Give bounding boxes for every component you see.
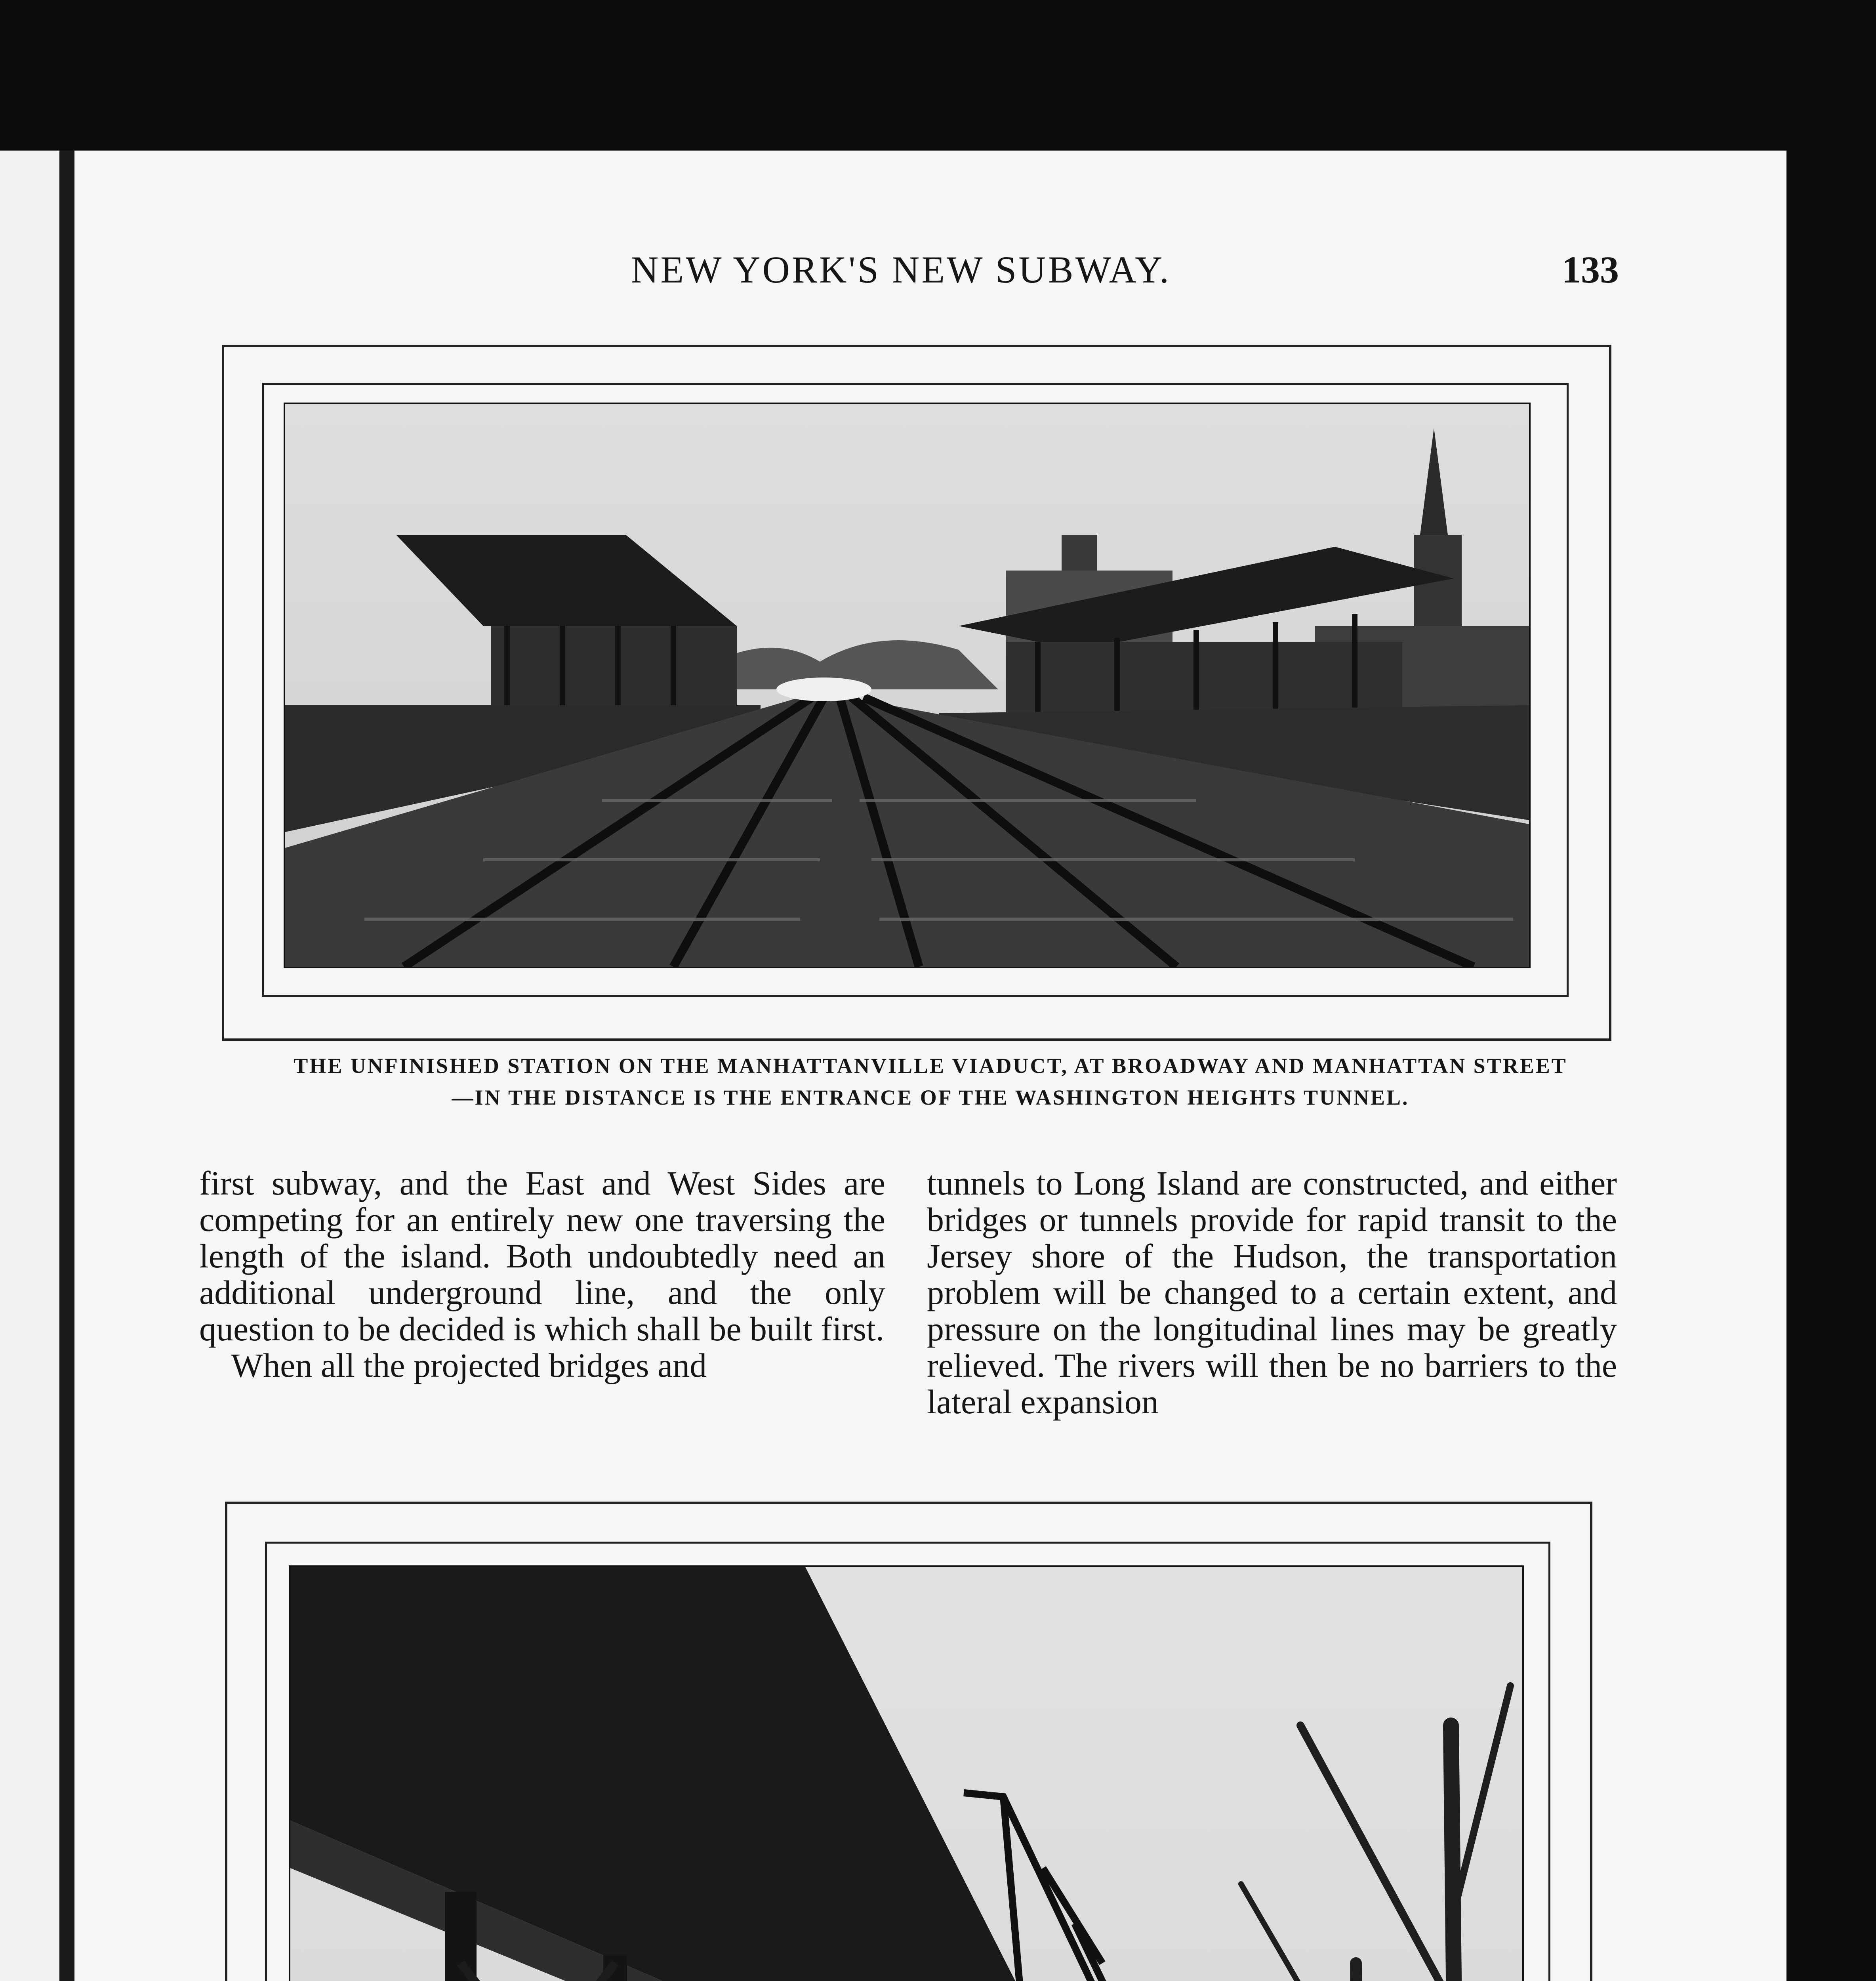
facing-page-edge [0,151,59,1981]
elevated-station-illustration [285,404,1529,967]
left-paragraph-1: first subway, and the East and West Sides are competing for an entirely new one traversing the length of the island. Both undoubtedly need an additional underground line, and the only question to be decided is which shall be built first. [199,1164,885,1348]
viaduct-illustration [290,1567,1522,1981]
top-caption-line-1: THE UNFINISHED STATION ON THE MANHATTANVILLE VIADUCT, AT BROADWAY AND MANHATTAN STREET [294,1054,1567,1078]
top-caption-line-2: —IN THE DISTANCE IS THE ENTRANCE OF THE WASHINGTON HEIGHTS TUNNEL. [452,1086,1409,1109]
running-title: NEW YORK'S NEW SUBWAY. [631,248,1171,291]
bottom-photo-plate [225,1502,1592,1981]
viaduct-photo [289,1565,1524,1981]
right-paragraph-1: tunnels to Long Island are constructed, and either bridges or tunnels provide for rapid transit to the Jersey shore of the Hudson, the transportation problem will be changed to a certain extent, and pressure on the longitudinal lines may be greatly relieved. The rivers will then be no barriers to the lateral expansion [927,1164,1617,1421]
top-photo-plate [222,345,1611,1041]
book-page [74,151,1786,1981]
text-column-left [199,1165,885,1384]
elevated-station-photo [284,403,1531,968]
page-number: 133 [1562,248,1619,291]
book-spine [59,151,74,1981]
running-head [74,248,1786,303]
text-column-right [927,1165,1617,1420]
left-paragraph-2: When all the projected bridges and [231,1346,707,1384]
top-photo-caption [74,1050,1786,1113]
